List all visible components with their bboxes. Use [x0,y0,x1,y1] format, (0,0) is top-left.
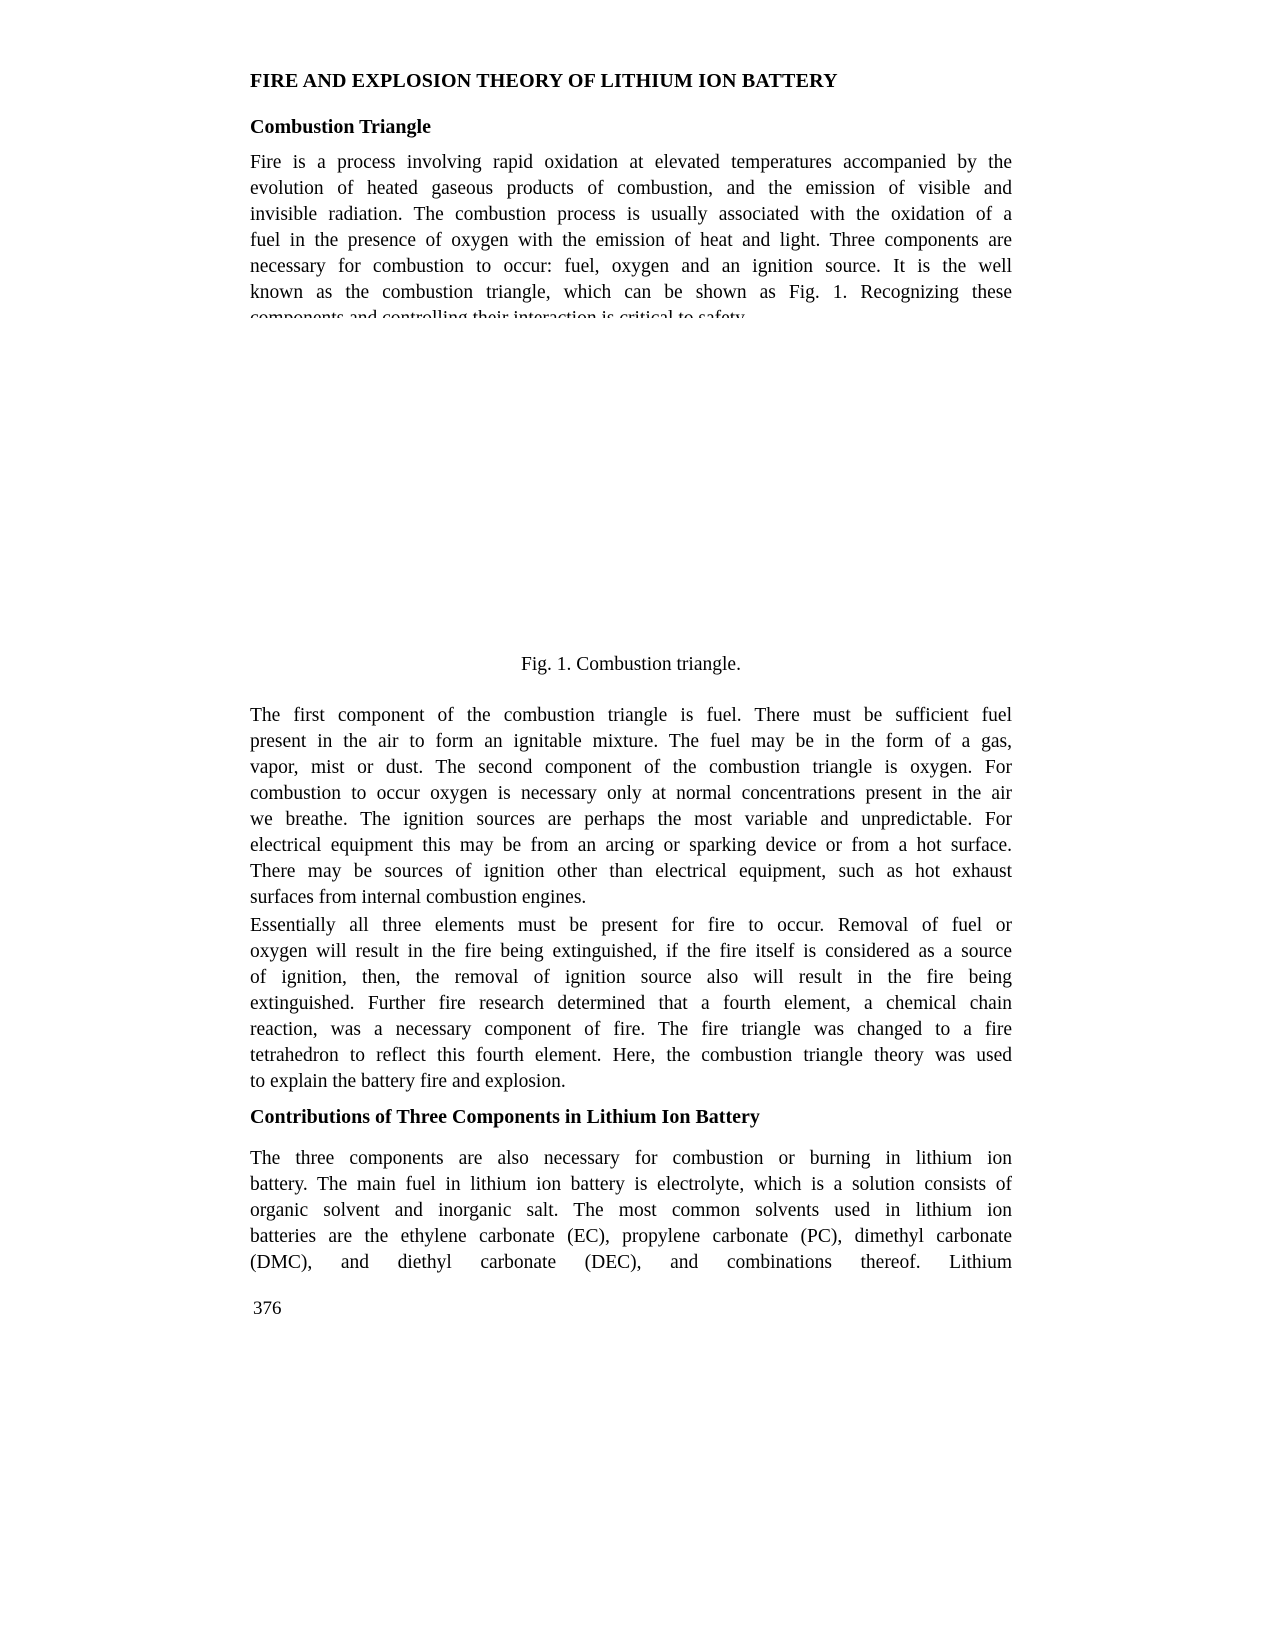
paragraph-line: There may be sources of ignition other than electrical equipment, such as hot exhaust [250,861,1012,882]
section-heading-contributions: Contributions of Three Components in Lithium Ion Battery [250,1106,760,1128]
paragraph-line: (DMC), and diethyl carbonate (DEC), and combinations thereof. Lithium [250,1252,1012,1273]
paragraph-line: combustion to occur oxygen is necessary only at normal concentrations present in the air [250,783,1012,804]
paragraph-line: organic solvent and inorganic salt. The most common solvents used in lithium ion [250,1200,1012,1221]
paragraph-line: known as the combustion triangle, which can be shown as Fig. 1. Recognizing these [250,282,1012,303]
paragraph-line: surfaces from internal combustion engines. [250,887,587,908]
paragraph-line: evolution of heated gaseous products of combustion, and the emission of visible and [250,178,1012,199]
paragraph-lithium-battery [250,1146,1012,1276]
paragraph-three-elements [250,913,1012,1095]
paragraph-line: reaction, was a necessary component of fire. The fire triangle was changed to a fire [250,1019,1012,1040]
paragraph-line: we breathe. The ignition sources are perhaps the most variable and unpredictable. For [250,809,1012,830]
figure-1-placeholder [250,318,1012,648]
paragraph-line: invisible radiation. The combustion process is usually associated with the oxidation of a [250,204,1012,225]
paragraph-line: The three components are also necessary for combustion or burning in lithium ion [250,1148,1012,1169]
paragraph-line: electrical equipment this may be from an arcing or sparking device or from a hot surface. [250,835,1012,856]
paragraph-line: present in the air to form an ignitable mixture. The fuel may be in the form of a gas, [250,731,1012,752]
paragraph-line: oxygen will result in the fire being extinguished, if the fire itself is considered as a source [250,941,1012,962]
page-number: 376 [253,1298,282,1319]
paragraph-line: vapor, mist or dust. The second component of the combustion triangle is oxygen. For [250,757,1012,778]
paragraph-triangle-components [250,703,1012,911]
paragraph-line: tetrahedron to reflect this fourth element. Here, the combustion triangle theory was used [250,1045,1012,1066]
paragraph-line: Essentially all three elements must be present for fire to occur. Removal of fuel or [250,915,1012,936]
paragraph-line: fuel in the presence of oxygen with the emission of heat and light. Three components are [250,230,1012,251]
paragraph-line: of ignition, then, the removal of ignition source also will result in the fire being [250,967,1012,988]
paragraph-line: Fire is a process involving rapid oxidation at elevated temperatures accompanied by the [250,152,1012,173]
figure-1-caption: Fig. 1. Combustion triangle. [521,654,741,675]
paragraph-line: The first component of the combustion triangle is fuel. There must be sufficient fuel [250,705,1012,726]
paragraph-line: battery. The main fuel in lithium ion battery is electrolyte, which is a solution consists of [250,1174,1012,1195]
page-title: FIRE AND EXPLOSION THEORY OF LITHIUM ION BATTERY [250,70,838,92]
section-heading-combustion-triangle: Combustion Triangle [250,116,431,138]
paragraph-line: batteries are the ethylene carbonate (EC), propylene carbonate (PC), dimethyl carbonate [250,1226,1012,1247]
paragraph-line: extinguished. Further fire research determined that a fourth element, a chemical chain [250,993,1012,1014]
paragraph-combustion-intro [250,150,1012,332]
paragraph-line: to explain the battery fire and explosion. [250,1071,566,1092]
paragraph-line: necessary for combustion to occur: fuel, oxygen and an ignition source. It is the well [250,256,1012,277]
